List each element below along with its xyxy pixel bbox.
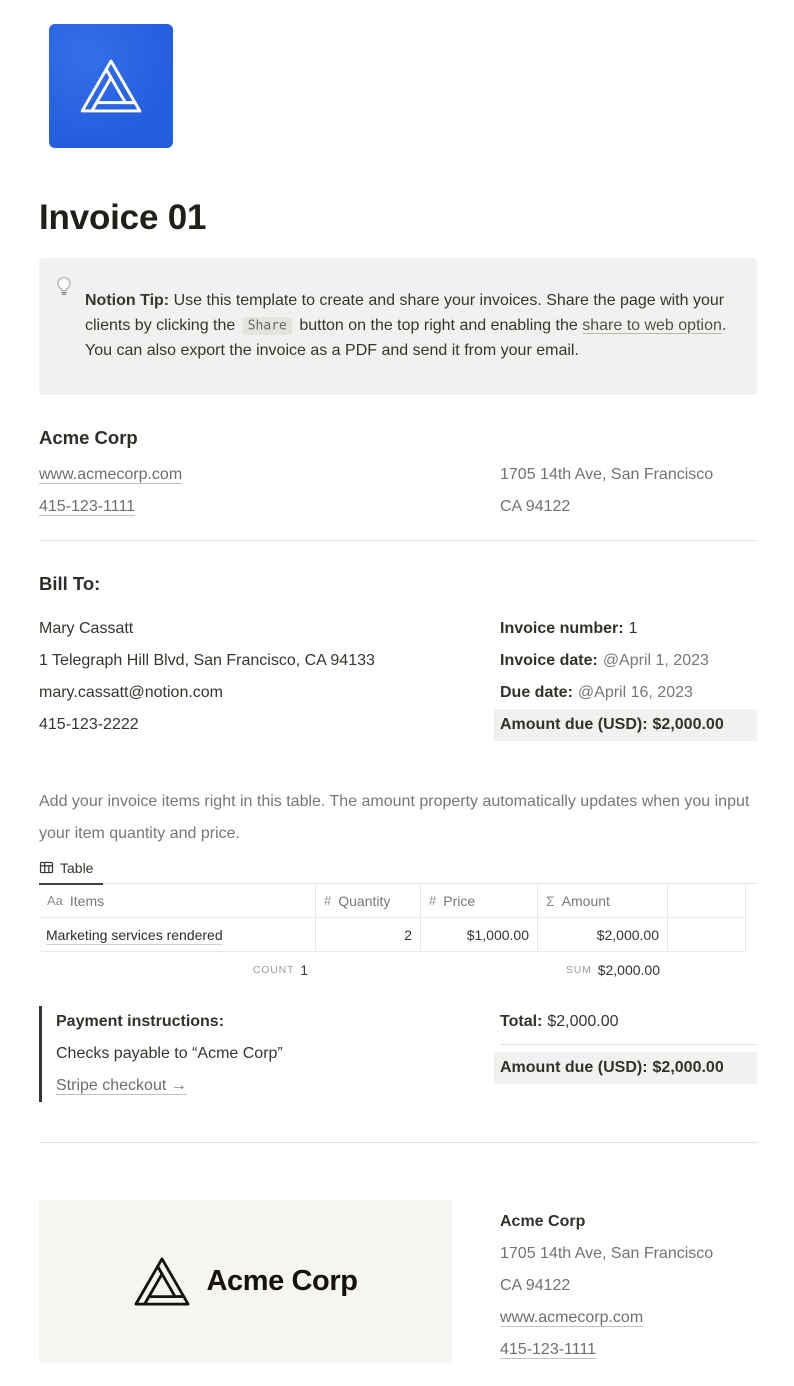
- payment-heading: Payment instructions:: [56, 1013, 225, 1030]
- number-column-icon: #: [429, 893, 437, 908]
- view-tabs: [39, 856, 757, 885]
- callout-segment: Use this template to create and share your invoices. Share the page with your clients by clicking the: [85, 292, 725, 334]
- totals-divider: [500, 1044, 757, 1045]
- number-column-icon: #: [324, 893, 332, 908]
- bill-to-heading: Bill To:: [39, 572, 101, 594]
- amount-due-value-bottom: $2,000.00: [652, 1059, 724, 1076]
- amount-due-label: Amount due (USD):: [500, 715, 648, 733]
- total-label: Total:: [500, 1013, 543, 1030]
- share-button-code: Share: [243, 317, 292, 335]
- company-address-line2: CA 94122: [500, 497, 571, 515]
- table-calc-row: [39, 952, 746, 988]
- company-address-line1: 1705 14th Ave, San Francisco: [500, 465, 714, 483]
- due-date-mention[interactable]: @April 16, 2023: [577, 683, 693, 701]
- table-header-row: [39, 884, 746, 918]
- item-page-link[interactable]: Marketing services rendered: [46, 926, 223, 943]
- amount-due-label-bottom: Amount due (USD):: [500, 1059, 648, 1076]
- column-header-price[interactable]: [421, 884, 538, 918]
- column-label: Items: [69, 892, 105, 909]
- invoice-number-value: 1: [628, 619, 638, 637]
- table-description: Add your invoice items right in this table. The amount property automatically updates when you input your item quantity and price.: [39, 792, 750, 842]
- brand-wordmark: Acme Corp: [206, 1265, 358, 1297]
- invoice-date-mention[interactable]: @April 1, 2023: [602, 651, 709, 669]
- calc-empty: [668, 952, 746, 988]
- cell-price[interactable]: $1,000.00: [421, 918, 538, 952]
- penrose-triangle-icon: [133, 1255, 191, 1308]
- invoice-number-label: Invoice number:: [500, 619, 624, 637]
- company-website-link[interactable]: www.acmecorp.com: [39, 465, 183, 483]
- footer-address-line1: 1705 14th Ave, San Francisco: [500, 1245, 714, 1262]
- penrose-triangle-icon: [79, 57, 143, 115]
- cell-empty[interactable]: [668, 918, 746, 952]
- footer-company-name: Acme Corp: [500, 1213, 586, 1230]
- stripe-checkout-link[interactable]: Stripe checkout →: [56, 1077, 187, 1094]
- total-value: $2,000.00: [547, 1013, 619, 1030]
- column-label: Price: [443, 892, 476, 909]
- sum-calc[interactable]: [538, 952, 668, 988]
- page-title[interactable]: Invoice 01: [39, 198, 207, 237]
- calc-empty[interactable]: [421, 952, 538, 988]
- brand-logo-image[interactable]: [39, 1200, 452, 1363]
- count-calc[interactable]: [39, 952, 316, 988]
- column-label: Quantity: [338, 892, 391, 909]
- client-phone: 415-123-2222: [39, 715, 139, 733]
- footer-website-link[interactable]: www.acmecorp.com: [500, 1309, 644, 1326]
- client-name: Mary Cassatt: [39, 619, 134, 637]
- formula-column-icon: Σ: [546, 892, 555, 909]
- cell-quantity[interactable]: 2: [316, 918, 421, 952]
- totals-block: [500, 1006, 757, 1102]
- footer-divider: [39, 1142, 757, 1143]
- share-to-web-link[interactable]: share to web option: [582, 316, 722, 334]
- amount-due-highlight: [494, 709, 757, 741]
- count-value: 1: [300, 962, 308, 978]
- payment-line: Checks payable to “Acme Corp”: [56, 1045, 283, 1062]
- due-date-label: Due date:: [500, 683, 573, 701]
- footer-phone-link[interactable]: 415-123-1111: [500, 1341, 597, 1358]
- table-view-icon: [39, 860, 54, 875]
- client-address: 1 Telegraph Hill Blvd, San Francisco, CA 94133: [39, 651, 375, 669]
- notion-tip-callout: [39, 258, 757, 395]
- sum-label: SUM: [565, 964, 592, 976]
- column-header-quantity[interactable]: [316, 884, 421, 918]
- tab-table-label: Table: [60, 859, 94, 876]
- amount-due-value: $2,000.00: [652, 715, 724, 733]
- calc-empty[interactable]: [316, 952, 421, 988]
- tab-table-view[interactable]: [39, 856, 103, 885]
- text-column-icon: Aa: [47, 893, 63, 908]
- column-label: Amount: [561, 892, 610, 909]
- column-header-amount[interactable]: [538, 884, 668, 918]
- company-phone-link[interactable]: 415-123-1111: [39, 497, 136, 515]
- cell-items[interactable]: [39, 918, 316, 952]
- lightbulb-icon: [53, 275, 77, 302]
- table-row: [39, 918, 746, 952]
- add-column-cell[interactable]: [668, 884, 746, 918]
- client-email: mary.cassatt@notion.com: [39, 683, 224, 701]
- payment-instructions-quote: [39, 1006, 500, 1102]
- company-name-heading: Acme Corp: [39, 426, 138, 448]
- callout-text: [85, 289, 741, 364]
- count-label: COUNT: [252, 964, 295, 976]
- cell-amount[interactable]: $2,000.00: [538, 918, 668, 952]
- invoice-items-table: [39, 856, 757, 989]
- column-header-items[interactable]: [39, 884, 316, 918]
- section-divider: [39, 540, 757, 541]
- callout-segment: . You can also export the invoice as a PDF and send it from your email.: [85, 316, 727, 359]
- amount-due-highlight-bottom: [494, 1052, 757, 1084]
- callout-segment: button on the top right and enabling the: [294, 316, 583, 334]
- footer-address-line2: CA 94122: [500, 1277, 571, 1294]
- callout-bold-lead: Notion Tip:: [85, 292, 170, 309]
- page-icon-tile[interactable]: [49, 24, 173, 148]
- sum-value: $2,000.00: [597, 962, 660, 978]
- invoice-date-label: Invoice date:: [500, 651, 598, 669]
